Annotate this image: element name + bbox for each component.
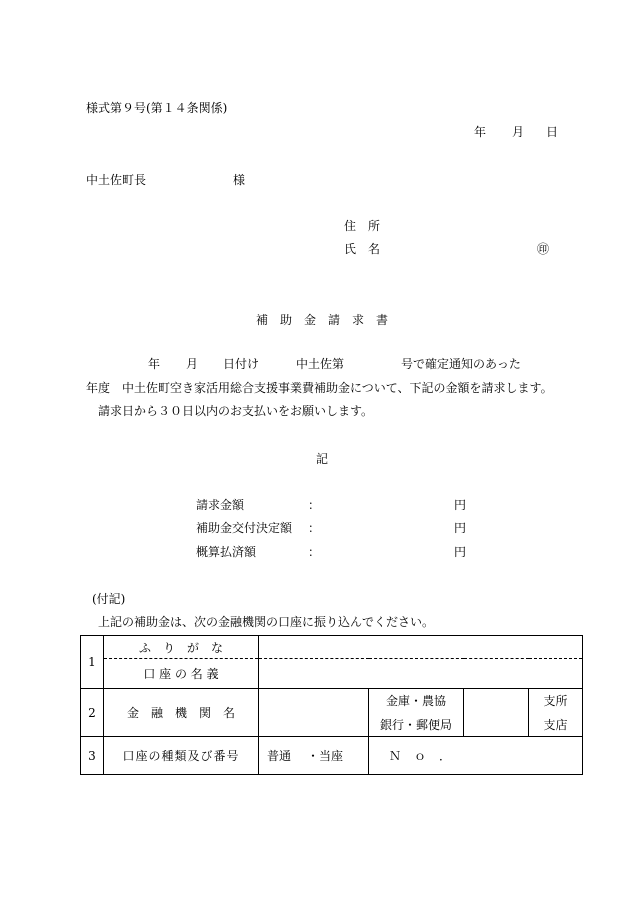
amount-unit: 円 (454, 498, 467, 512)
amount-unit: 円 (454, 521, 467, 535)
body-doc-prefix: 中土佐第 (296, 357, 345, 371)
furigana-field[interactable] (259, 636, 583, 659)
note-text: 上記の補助金は、次の金融機関の口座に振り込んでください。 (98, 615, 435, 629)
amount-colon: ： (308, 545, 321, 559)
form-number: 様式第９号(第１４条関係) (86, 101, 228, 115)
body-line2: 年度 中土佐町空き家活用総合支援事業費補助金について、下記の金額を請求します。 (86, 381, 553, 395)
account-number-label: Ｎｏ． (389, 749, 465, 763)
branch-type-top: 支所 (529, 689, 583, 713)
amount-colon: ： (308, 521, 321, 535)
date-year: 年 (474, 125, 487, 139)
account-type-options[interactable] (259, 737, 369, 775)
name-label: 氏 名 (344, 242, 381, 256)
bank-account-table (80, 635, 583, 775)
body-line3: 請求日から３０日以内のお支払いをお願いします。 (98, 404, 374, 418)
touza-option[interactable]: ・当座 (307, 749, 344, 763)
row-number-1: 1 (81, 636, 104, 689)
row-number-2: 2 (81, 689, 104, 737)
date-day: 日 (546, 125, 559, 139)
addressee-name: 中土佐町長 (86, 173, 147, 187)
page-title: 補 助 金 請 求 書 (256, 313, 389, 327)
body-date-suffix: 日付け (223, 357, 260, 371)
row-number-3: 3 (81, 737, 104, 775)
account-number-field[interactable] (369, 737, 583, 775)
date-month: 月 (512, 125, 525, 139)
branch-name-field[interactable] (464, 689, 529, 737)
amount-unit: 円 (454, 545, 467, 559)
futsu-option[interactable]: 普通 (267, 749, 292, 763)
bank-type-bottom: 銀行・郵便局 (369, 713, 464, 737)
account-holder-field[interactable] (259, 659, 583, 689)
body-month: 月 (186, 357, 199, 371)
amount-colon: ： (308, 498, 321, 512)
bank-type-top: 金庫・農協 (369, 689, 464, 713)
ki-heading: 記 (316, 452, 329, 466)
body-doc-suffix: 号で確定通知のあった (401, 357, 521, 371)
branch-type-bottom: 支店 (529, 713, 583, 737)
amount-label-request: 請求金額 (196, 498, 245, 512)
bank-name-label: 金 融 機 関 名 (104, 689, 259, 737)
note-heading: (付記) (92, 592, 126, 606)
furigana-label: ふ り が な (104, 636, 259, 659)
amount-label-decided: 補助金交付決定額 (196, 521, 293, 535)
seal-mark: ㊞ (537, 242, 550, 256)
bank-name-field[interactable] (259, 689, 369, 737)
account-holder-label: 口 座 の 名 義 (104, 659, 259, 689)
account-type-label: 口座の種類及び番号 (104, 737, 259, 775)
amount-label-prepaid: 概算払済額 (196, 545, 257, 559)
addressee-honorific: 様 (233, 173, 246, 187)
body-year: 年 (148, 357, 161, 371)
address-label: 住 所 (344, 219, 381, 233)
